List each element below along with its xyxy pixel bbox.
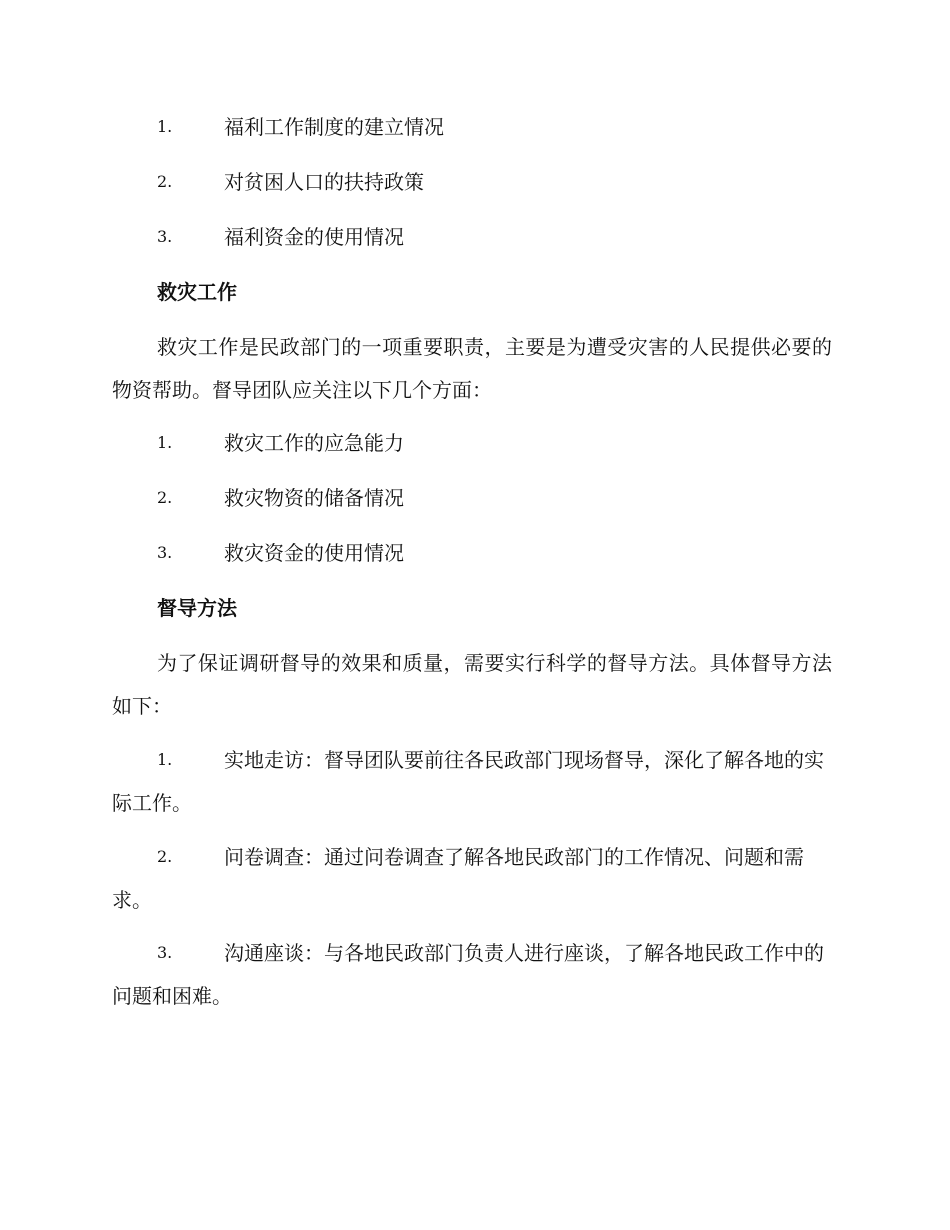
- list-number: 1.: [157, 750, 173, 769]
- list-number: 3.: [157, 227, 173, 246]
- list-number: 3.: [157, 543, 173, 562]
- section-heading-disaster: 救灾工作: [157, 280, 237, 304]
- list-text: 救灾工作的应急能力: [224, 431, 404, 455]
- list-text: 福利工作制度的建立情况: [224, 115, 444, 139]
- method-paragraph: 为了保证调研督导的效果和质量，需要实行科学的督导方法。具体督导方法如下：: [112, 651, 832, 718]
- list-number: 2.: [157, 172, 173, 191]
- list-number: 1.: [157, 117, 173, 136]
- list-text: 问卷调查：通过问卷调查了解各地民政部门的工作情况、问题和需求。: [112, 845, 804, 912]
- list-text: 救灾物资的储备情况: [224, 486, 404, 510]
- disaster-paragraph: 救灾工作是民政部门的一项重要职责，主要是为遭受灾害的人民提供必要的物资帮助。督导团队应关注以下几个方面：: [112, 335, 832, 402]
- list-text: 实地走访：督导团队要前往各民政部门现场督导，深化了解各地的实际工作。: [112, 748, 824, 815]
- list-text: 对贫困人口的扶持政策: [224, 170, 424, 194]
- list-text: 福利资金的使用情况: [224, 225, 404, 249]
- list-number: 1.: [157, 433, 173, 452]
- list-number: 2.: [157, 488, 173, 507]
- list-number: 2.: [157, 847, 173, 866]
- list-text: 沟通座谈：与各地民政部门负责人进行座谈，了解各地民政工作中的问题和困难。: [112, 941, 824, 1008]
- section-heading-method: 督导方法: [157, 596, 237, 620]
- list-text: 救灾资金的使用情况: [224, 541, 404, 565]
- list-number: 3.: [157, 943, 173, 962]
